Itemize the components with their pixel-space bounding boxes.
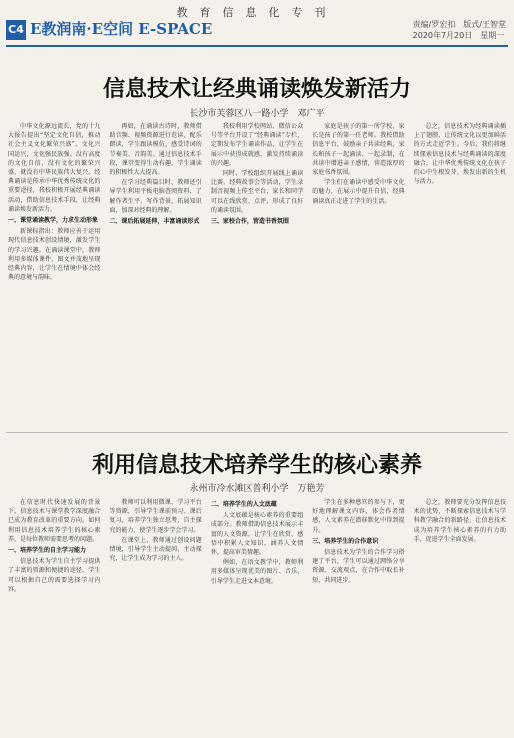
article-1-column bbox=[8, 122, 100, 416]
article-2 bbox=[0, 448, 514, 738]
section-subheading: 一、培养学生的自主学习能力 bbox=[8, 547, 87, 555]
section-subheading: 三、培养学生的合作意识 bbox=[312, 537, 379, 545]
article-2-column bbox=[312, 498, 404, 734]
body-paragraph: 信息技术为学生自主学习提供了丰富的资源和便捷的途径，学生可以根据自己的需要选择学习内容。 bbox=[8, 558, 101, 593]
body-paragraph: 同时，学校组织开展线上诵读比赛、经典故事会等活动，学生录制音视频上传至平台，家长和同学可以在线欣赏、点评，形成了良好的诵读氛围。 bbox=[210, 170, 304, 214]
section-subheading: 二、培养学生的人文底蕴 bbox=[210, 501, 277, 508]
section-title: E教润南·E空间 E-SPACE bbox=[30, 20, 213, 38]
article-2-byline: 永州市冷水滩区普利小学 万艳芳 bbox=[189, 484, 325, 494]
article-divider bbox=[6, 432, 508, 433]
article-2-column bbox=[109, 498, 201, 734]
body-paragraph: 例如，在语文教学中，教师利用多媒体呈现优美的图片、音乐，引导学生走进文本意境。 bbox=[210, 559, 304, 585]
article-1 bbox=[0, 62, 514, 420]
article-1-byline: 长沙市芙蓉区八一路小学 邓广平 bbox=[189, 109, 325, 119]
article-2-column bbox=[211, 498, 303, 734]
body-paragraph: 在信息时代快速发展的背景下，信息技术与课堂教学深度融合已成为教育改革的重要方向。如何利用信息技术培养学生的核心素养，是每位教师需要思考的问题。 bbox=[8, 499, 101, 543]
body-paragraph: 新课标指出：教师应善于运用现代信息技术创设情境，激发学生的学习兴趣。在诵读课堂中，教师利用多媒体课件，图文并茂地呈现经典内容，让学生在情境中体会经典的意境与韵味。 bbox=[8, 228, 101, 282]
article-1-column bbox=[109, 122, 201, 416]
masthead-rule bbox=[6, 45, 508, 47]
editor-credit: 责编/罗宏扣 版式/王智堂 bbox=[412, 20, 506, 29]
issue-date: 2020年7月20日 星期一 bbox=[412, 31, 505, 40]
article-2-body bbox=[8, 498, 506, 734]
body-paragraph: 人文底蕴是核心素养的重要组成部分。教师借助信息技术展示丰富的人文资源，让学生在欣赏、感悟中积累人文知识，涵养人文情怀，提高审美情趣。 bbox=[210, 512, 304, 557]
article-2-title: 利用信息技术培养学生的核心素养 bbox=[91, 453, 422, 478]
article-2-column bbox=[414, 498, 506, 734]
body-paragraph: 总之，教师要充分发挥信息技术的优势，不断探索信息技术与学科教学融合的新路径，让信息技术成为培养学生核心素养的有力助手，促进学生全面发展。 bbox=[413, 499, 507, 543]
body-paragraph: 中华文化源远流长，党的十九大报告提出“坚定文化自信，推动社会主义文化繁荣兴盛”。文化兴国运兴，文化强民族强。没有高度的文化自信，没有文化的繁荣兴盛，就没有中华民族伟大复兴。经典诵读是传承中华优秀传统文化的重要途径，我校积极开展经典诵读活动，借助信息技术手段，让经典诵读焕发新活力。 bbox=[8, 123, 101, 213]
body-paragraph: 学生在多种感官的参与下，更好地理解课文内容，体会作者情感，人文素养在潜移默化中得到提升。 bbox=[312, 499, 405, 534]
masthead-topline: 教育信息化专刊 bbox=[176, 6, 338, 19]
masthead-meta bbox=[413, 19, 506, 41]
section-subheading: 一、课堂诵读教学，力求生动形象 bbox=[8, 217, 99, 225]
masthead bbox=[0, 0, 514, 60]
page-number: C4 bbox=[6, 20, 26, 40]
body-paragraph: 信息技术为学生的合作学习搭建了平台，学生可以通过网络分享资源、交流观点，在合作中取长补短，共同进步。 bbox=[312, 549, 405, 584]
article-1-column bbox=[312, 122, 404, 416]
body-paragraph: 总之，信息技术为经典诵读插上了翅膀，让传统文化以更加鲜活的方式走近学生。今后，我们将继续探索信息技术与经典诵读的深度融合，让中华优秀传统文化在孩子们心中生根发芽，焕发出新的生机与活力。 bbox=[413, 123, 507, 186]
body-paragraph: 家庭是孩子的第一所学校，家长是孩子的第一任老师。我校借助信息平台，鼓励亲子共读经典，家长和孩子一起诵读、一起录制，在共读中增进亲子感情，营造浓厚的家庭书香氛围。 bbox=[312, 123, 405, 177]
body-paragraph: 学生们在诵读中感受中华文化的魅力，在展示中提升自信，经典诵读真正走进了学生的生活。 bbox=[312, 179, 405, 205]
body-paragraph: 在学习经典篇目时，教师还引导学生利用平板电脑查阅资料，了解作者生平、写作背景，拓展知识面，加深对经典的理解。 bbox=[109, 179, 202, 214]
article-1-column bbox=[414, 122, 506, 416]
section-subheading: 二、课后拓展延伸，丰富诵读形式 bbox=[109, 218, 200, 226]
body-paragraph: 在课堂上，教师通过创设问题情境，引导学生主动提问、主动探究，让学生成为学习的主人。 bbox=[109, 536, 202, 563]
body-paragraph: 再如，在诵读古诗时，教师借助音频、视频资源进行范读、配乐朗读，学生跟读模仿，感受诗词的节奏美、音韵美。通过信息技术手段，课堂变得生动有趣，学生诵读的积极性大大提高。 bbox=[109, 123, 202, 177]
section-subheading: 三、家校合作，营造书香氛围 bbox=[210, 218, 289, 226]
article-2-column bbox=[8, 498, 100, 734]
body-paragraph: 教师可以利用微课、学习平台等资源，引导学生课前预习、课后复习，培养学生独立思考、自主探究的能力，使学生逐步学会学习。 bbox=[109, 499, 202, 534]
body-paragraph: 我校利用学校网站、微信公众号等平台开设了“经典诵读”专栏，定期发布学生诵读作品，让学生在展示中获得成就感，激发持续诵读的兴趣。 bbox=[210, 123, 304, 167]
article-1-column bbox=[211, 122, 303, 416]
article-1-body bbox=[8, 122, 506, 416]
article-1-title: 信息技术让经典诵读焕发新活力 bbox=[102, 77, 411, 102]
